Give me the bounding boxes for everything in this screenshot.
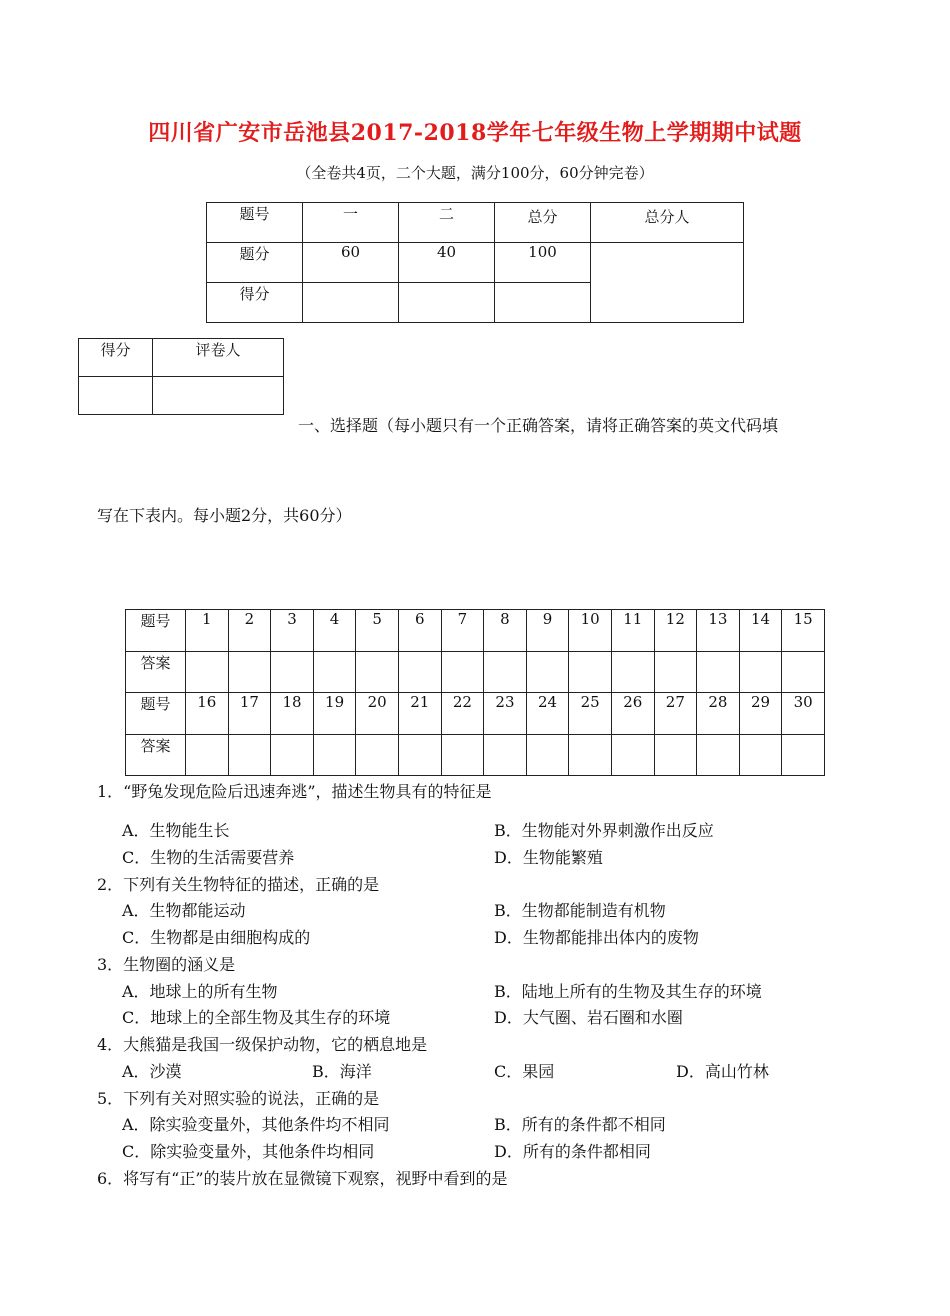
option: D．生物都能排出体内的废物: [494, 928, 699, 947]
answer-input-cell[interactable]: [271, 651, 314, 693]
question-stem: 2．下列有关生物特征的描述，正确的是: [97, 875, 380, 894]
question-number-cell: 26: [611, 693, 654, 735]
question-number-cell: 13: [697, 610, 740, 652]
section-heading: 一、选择题（每小题只有一个正确答案，请将正确答案的英文代码填: [298, 416, 779, 435]
option: C．地球上的全部生物及其生存的环境: [122, 1008, 391, 1027]
score-input-cell[interactable]: [399, 283, 495, 323]
option: C．生物的生活需要营养: [122, 848, 295, 867]
section-heading-continued: 写在下表内。每小题2分，共60分）: [97, 506, 352, 525]
question-number-cell: 2: [228, 610, 271, 652]
answer-input-cell[interactable]: [441, 651, 484, 693]
question-stem: 3．生物圈的涵义是: [97, 955, 236, 974]
question-number-cell: 29: [739, 693, 782, 735]
answer-table: [125, 609, 825, 776]
table-row: [79, 377, 284, 415]
question-number-cell: 27: [654, 693, 697, 735]
table-cell: 题号: [126, 693, 186, 735]
table-cell: 评卷人: [153, 339, 284, 377]
answer-input-cell[interactable]: [186, 651, 229, 693]
table-row: [207, 203, 744, 243]
score-input-cell[interactable]: [303, 283, 399, 323]
answer-input-cell[interactable]: [228, 734, 271, 776]
question-number-cell: 19: [313, 693, 356, 735]
question-number-cell: 20: [356, 693, 399, 735]
table-cell: 答案: [126, 651, 186, 693]
answer-input-cell[interactable]: [526, 734, 569, 776]
table-cell: 得分: [207, 283, 303, 323]
question-number-cell: 15: [782, 610, 825, 652]
answer-input-cell[interactable]: [739, 651, 782, 693]
option: C．除实验变量外，其他条件均相同: [122, 1142, 375, 1161]
option: A．生物都能运动: [122, 901, 246, 920]
table-row: [126, 610, 825, 652]
answer-input-cell[interactable]: [313, 734, 356, 776]
question-number-cell: 23: [484, 693, 527, 735]
answer-input-cell[interactable]: [654, 651, 697, 693]
document-subtitle: （全卷共4页，二个大题，满分100分，60分钟完卷）: [296, 164, 654, 182]
table-cell: 100: [495, 243, 591, 283]
table-cell: 题分: [207, 243, 303, 283]
answer-input-cell[interactable]: [654, 734, 697, 776]
answer-input-cell[interactable]: [697, 734, 740, 776]
score-input-cell[interactable]: [79, 377, 153, 415]
grader-input-cell[interactable]: [153, 377, 284, 415]
question-number-cell: 9: [526, 610, 569, 652]
answer-input-cell[interactable]: [356, 734, 399, 776]
answer-input-cell[interactable]: [697, 651, 740, 693]
question-number-cell: 6: [398, 610, 441, 652]
question-number-cell: 28: [697, 693, 740, 735]
answer-input-cell[interactable]: [611, 734, 654, 776]
answer-input-cell[interactable]: [526, 651, 569, 693]
answer-input-cell[interactable]: [186, 734, 229, 776]
table-cell: 题号: [126, 610, 186, 652]
option: D．高山竹林: [676, 1062, 769, 1081]
option: B．生物能对外界刺激作出反应: [494, 821, 714, 840]
table-cell: 60: [303, 243, 399, 283]
option: A．地球上的所有生物: [122, 982, 278, 1001]
answer-input-cell[interactable]: [569, 734, 612, 776]
question-number-cell: 22: [441, 693, 484, 735]
answer-input-cell[interactable]: [313, 651, 356, 693]
option: B．陆地上所有的生物及其生存的环境: [494, 982, 762, 1001]
question-stem: 5．下列有关对照实验的说法，正确的是: [97, 1089, 380, 1108]
table-cell: 二: [399, 203, 495, 243]
table-cell: 答案: [126, 734, 186, 776]
question-number-cell: 17: [228, 693, 271, 735]
grader-table: [78, 338, 284, 415]
question-stem: 4．大熊猫是我国一级保护动物，它的栖息地是: [97, 1035, 428, 1054]
question-number-cell: 25: [569, 693, 612, 735]
score-summary-table: [206, 202, 744, 323]
table-row: [207, 243, 744, 283]
question-stem: 6．将写有“正”的装片放在显微镜下观察，视野中看到的是: [97, 1169, 508, 1188]
document-title: 四川省广安市岳池县2017-2018学年七年级生物上学期期中试题: [148, 120, 802, 146]
question-stem: 1．“野兔发现危险后迅速奔逃”，描述生物具有的特征是: [97, 782, 492, 801]
question-number-cell: 16: [186, 693, 229, 735]
option: A．沙漠: [122, 1062, 182, 1081]
table-row: [126, 734, 825, 776]
question-number-cell: 30: [782, 693, 825, 735]
answer-input-cell[interactable]: [398, 734, 441, 776]
question-number-cell: 10: [569, 610, 612, 652]
table-cell: 一: [303, 203, 399, 243]
table-cell: 40: [399, 243, 495, 283]
option: B．所有的条件都不相同: [494, 1115, 666, 1134]
answer-input-cell[interactable]: [398, 651, 441, 693]
option: B．生物都能制造有机物: [494, 901, 666, 920]
table-cell: 总分人: [591, 203, 744, 243]
table-cell: 题号: [207, 203, 303, 243]
score-input-cell[interactable]: [495, 283, 591, 323]
answer-input-cell[interactable]: [782, 734, 825, 776]
question-number-cell: 4: [313, 610, 356, 652]
option: D．生物能繁殖: [494, 848, 603, 867]
table-row: [126, 693, 825, 735]
question-number-cell: 1: [186, 610, 229, 652]
answer-input-cell[interactable]: [782, 651, 825, 693]
option: B．海洋: [312, 1062, 372, 1081]
answer-input-cell[interactable]: [484, 651, 527, 693]
table-row: [79, 339, 284, 377]
question-number-cell: 11: [611, 610, 654, 652]
question-number-cell: 3: [271, 610, 314, 652]
answer-input-cell[interactable]: [228, 651, 271, 693]
option: A．生物能生长: [122, 821, 230, 840]
option: A．除实验变量外，其他条件均不相同: [122, 1115, 390, 1134]
answer-input-cell[interactable]: [484, 734, 527, 776]
question-number-cell: 21: [398, 693, 441, 735]
answer-input-cell[interactable]: [739, 734, 782, 776]
table-cell: 总分: [495, 203, 591, 243]
question-number-cell: 24: [526, 693, 569, 735]
option: C．果园: [494, 1062, 555, 1081]
question-number-cell: 8: [484, 610, 527, 652]
question-number-cell: 7: [441, 610, 484, 652]
grader-name-cell[interactable]: [591, 243, 744, 323]
answer-input-cell[interactable]: [271, 734, 314, 776]
question-number-cell: 14: [739, 610, 782, 652]
option: C．生物都是由细胞构成的: [122, 928, 311, 947]
answer-input-cell[interactable]: [356, 651, 399, 693]
question-number-cell: 12: [654, 610, 697, 652]
question-number-cell: 18: [271, 693, 314, 735]
table-row: [126, 651, 825, 693]
table-cell: 得分: [79, 339, 153, 377]
answer-input-cell[interactable]: [441, 734, 484, 776]
option: D．大气圈、岩石圈和水圈: [494, 1008, 683, 1027]
question-number-cell: 5: [356, 610, 399, 652]
option: D．所有的条件都相同: [494, 1142, 651, 1161]
answer-input-cell[interactable]: [569, 651, 612, 693]
answer-input-cell[interactable]: [611, 651, 654, 693]
